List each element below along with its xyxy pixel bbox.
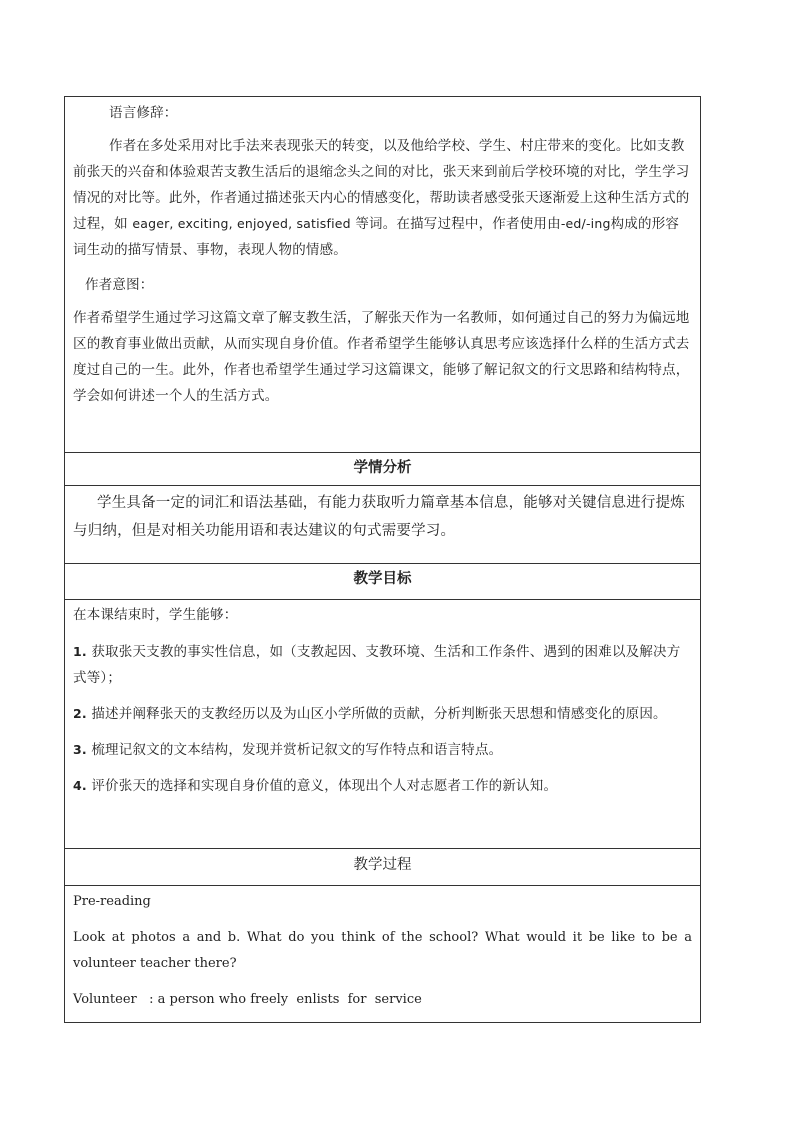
objective-number: 1. bbox=[73, 644, 87, 659]
objective-text: 梳理记叙文的文本结构，发现并赏析记叙文的写作特点和语言特点。 bbox=[91, 742, 503, 758]
rhetoric-title: 语言修辞： bbox=[109, 105, 178, 121]
rhetoric-text-3: 构成的形容词生动的描写情景、事物，表现人物的情感。 bbox=[73, 216, 680, 258]
rhetoric-paragraph bbox=[73, 133, 692, 263]
objective-item bbox=[73, 773, 692, 799]
objective-number: 2. bbox=[73, 706, 87, 721]
process-heading: 教学过程 bbox=[353, 857, 412, 873]
analysis-heading: 学情分析 bbox=[353, 460, 412, 476]
objective-item bbox=[73, 737, 692, 763]
pre-reading-label: Pre-reading bbox=[73, 894, 151, 909]
objectives-heading: 教学目标 bbox=[353, 571, 412, 587]
lesson-plan-table bbox=[64, 96, 701, 1023]
rhetoric-intent-cell bbox=[65, 97, 700, 452]
objective-text: 描述并阐释张天的支教经历以及为山区小学所做的贡献，分析判断张天思想和情感变化的原因。 bbox=[91, 706, 667, 722]
intent-title: 作者意图： bbox=[85, 277, 154, 293]
pre-reading-question: Look at photos a and b. What do you think of the school? What would it be like to be a volunteer teacher there? bbox=[73, 930, 692, 971]
objective-text: 评价张天的选择和实现自身价值的意义，体现出个人对志愿者工作的新认知。 bbox=[91, 778, 558, 794]
objectives-heading-cell bbox=[65, 563, 700, 599]
analysis-text: 学生具备一定的词汇和语法基础，有能力获取听力篇章基本信息，能够对关键信息进行提炼与归纳，但是对相关功能用语和表达建议的句式需要学习。 bbox=[73, 495, 685, 539]
objective-item bbox=[73, 639, 692, 691]
analysis-content-cell bbox=[65, 485, 700, 563]
process-heading-cell bbox=[65, 848, 700, 885]
analysis-heading-cell bbox=[65, 452, 700, 485]
process-content-cell bbox=[65, 885, 700, 1022]
objective-text: 获取张天支教的事实性信息，如（支教起因、支教环境、生活和工作条件、遇到的困难以及解决方式等）； bbox=[73, 644, 681, 686]
rhetoric-suffix: -ed/-ing bbox=[560, 216, 611, 231]
objective-number: 3. bbox=[73, 742, 87, 757]
rhetoric-words: eager, exciting, enjoyed, satisfied bbox=[132, 216, 351, 231]
rhetoric-text-1: 作者在多处采用对比手法来表现张天的转变，以及他给学校、学生、村庄带来的变化。比如支教前张天的兴奋和体验艰苦支教生活后的退缩念头之间的对比，张天来到前后学校环境的对比，学生学习情况的对比等。此外，作者通过描述张天内心的情感变化，帮助读者感受张天逐渐爱上这种生活方式的过程，如 bbox=[73, 138, 690, 232]
objective-item bbox=[73, 701, 692, 727]
volunteer-definition: Volunteer : a person who freely enlists for service bbox=[73, 992, 422, 1007]
intent-text: 作者希望学生通过学习这篇文章了解支教生活，了解张天作为一名教师，如何通过自己的努力为偏远地区的教育事业做出贡献，从而实现自身价值。作者希望学生能够认真思考应该选择什么样的生活方式去度过自己的一生。此外，作者也希望学生通过学习这篇课文，能够了解记叙文的行文思路和结构特点，学会如何讲述一个人的生活方式。 bbox=[73, 310, 690, 404]
objectives-intro: 在本课结束时，学生能够： bbox=[73, 607, 238, 623]
objectives-content-cell bbox=[65, 599, 700, 848]
rhetoric-text-2: 等词。在描写过程中，作者使用由 bbox=[355, 216, 561, 232]
objective-number: 4. bbox=[73, 778, 87, 793]
